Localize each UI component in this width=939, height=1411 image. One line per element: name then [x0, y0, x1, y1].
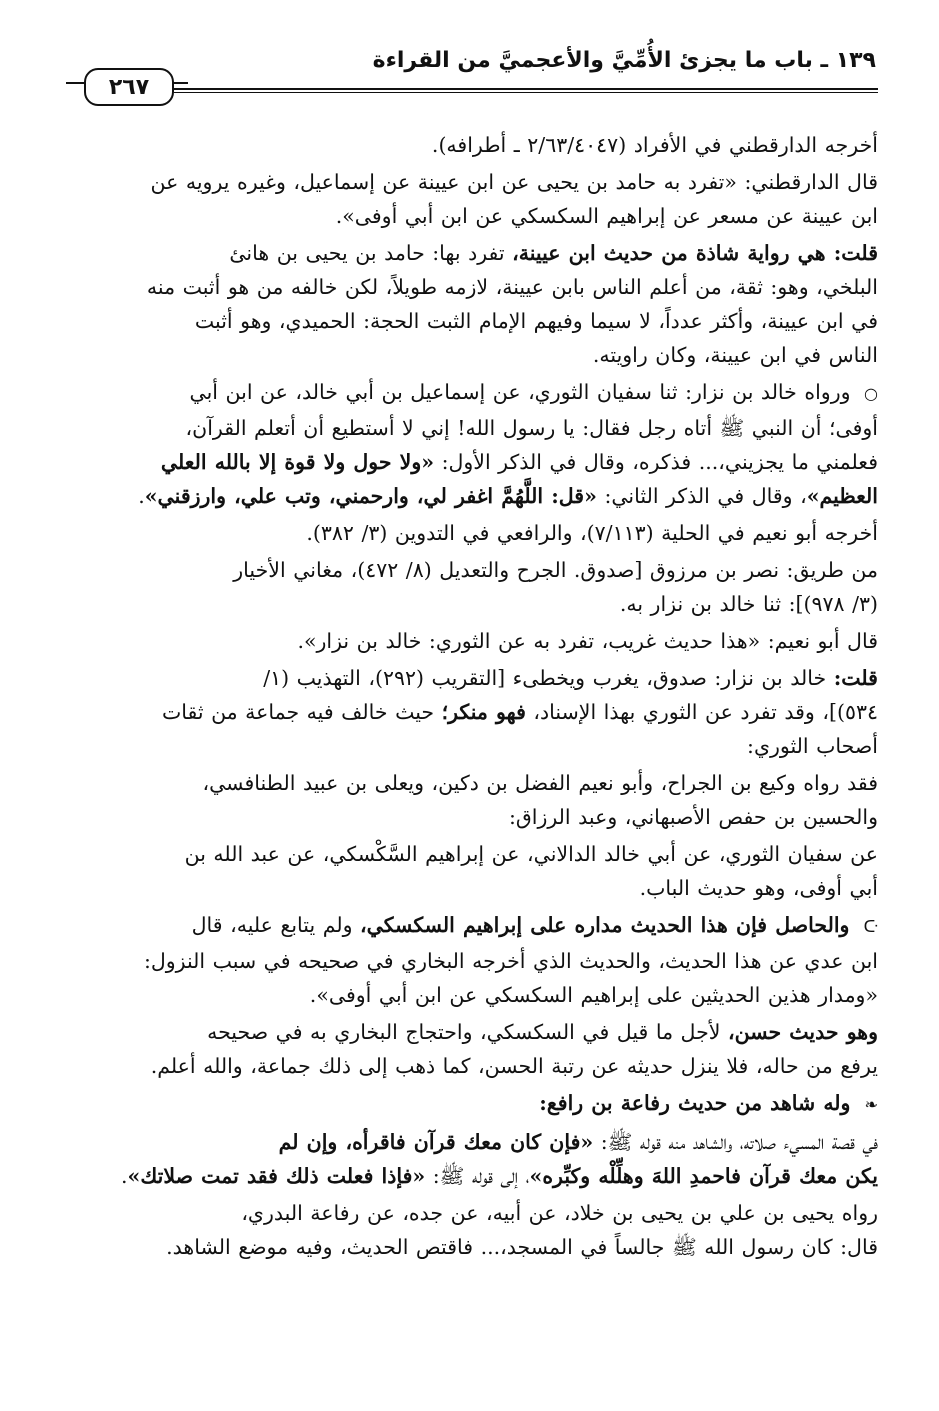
text-run: .	[138, 484, 145, 508]
page-number: ٢٦٧	[108, 74, 150, 100]
text-run: أخرجه أبو نعيم في الحلية (٧/١١٣)، والرافعي في التدوين (٣/ ٣٨٢).	[306, 521, 878, 545]
text-paragraph	[66, 236, 878, 372]
bold-text: والحاصل فإن هذا الحديث مداره على إبراهيم السكسكي،	[360, 913, 858, 937]
text-run: ، وقال في الذكر الثاني:	[596, 484, 807, 508]
page-body	[66, 128, 878, 1267]
text-paragraph	[66, 1196, 878, 1264]
text-run: ، إلى قوله ﷺ:	[425, 1164, 530, 1188]
bold-text: «ولا حول ولا قوة إلا بالله العلي العظيم»	[160, 450, 878, 508]
text-run: رواه يحيى بن علي بن يحيى بن خلاد، عن أبيه، عن جده، عن رفاعة البدري، قال: كان رسول الله ﷺ جالساً في المسجد،... فاقتص الحديث، وفيه موضع الشاهد.	[166, 1201, 878, 1259]
paragraph-marker-icon: ᑢ	[863, 917, 878, 936]
page-header	[66, 44, 878, 100]
text-run: قال الدارقطني: «تفرد به حامد بن يحيى عن ابن عيينة عن إسماعيل، وغيره يرويه عن ابن عيينة عن مسعر عن إبراهيم السكسكي عن ابن أبي أوفى».	[150, 170, 878, 228]
text-run: تفرد بها: حامد بن يحيى بن هانئ البلخي، وهو: ثقة، من أعلم الناس بابن عيينة، لازمه طويلاً، لكن خالفه من هو أثبت منه في ابن عيينة، وأكثر عدداً، لا سيما وفيهم الإمام الثبت الحجة: الحميدي، وهو أثبت الناس في ابن عيينة، وكان راويته.	[146, 241, 878, 367]
text-run: ولم يتابع عليه، قال ابن عدي عن هذا الحديث، والحديث الذي أخرجه البخاري في صحيحه في سبب النزول: «ومدار هذين الحديثين على إبراهيم السكسكي عن ابن أبي أوفى».	[143, 913, 878, 1007]
text-run: من طريق: نصر بن مرزوق [صدوق. الجرح والتعديل (٨/ ٤٧٢)، مغاني الأخيار (٣/ ٩٧٨)]: ثنا خالد بن نزار به.	[233, 558, 878, 616]
text-paragraph	[66, 1125, 878, 1193]
chapter-title: ١٣٩ ـ باب ما يجزئ الأُمِّيَّ والأعجميَّ من القراءة	[372, 48, 876, 73]
text-run: فقد رواه وكيع بن الجراح، وأبو نعيم الفضل بن دكين، ويعلى بن عبيد الطنافسي، والحسين بن حفص الأصبهاني، وعبد الرزاق:	[202, 771, 878, 829]
text-paragraph	[66, 661, 878, 763]
text-run: لأجل ما قيل في السكسكي، واحتجاج البخاري به في صحيحه يرفع من حاله، فلا ينزل حديثه عن رتبة الحسن، كما ذهب إلى ذلك جماعة، والله أعلم.	[150, 1020, 878, 1078]
bold-text: فهو منكر؛	[441, 700, 526, 724]
book-page	[66, 44, 878, 1259]
badge-ornament-left	[66, 82, 84, 84]
text-paragraph	[66, 165, 878, 233]
text-run: عن سفيان الثوري، عن أبي خالد الدالاني، عن إبراهيم السَّكْسكي، عن عبد الله بن أبي أوفى، وهو حديث الباب.	[184, 842, 878, 900]
paragraph-marker-icon: ○	[864, 384, 878, 403]
text-paragraph	[66, 1086, 878, 1122]
text-run: ورواه خالد بن نزار: ثنا سفيان الثوري، عن إسماعيل بن أبي خالد، عن ابن أبي أوفى؛ أن النبي ﷺ أتاه رجل فقال: يا رسول الله! إني لا أستطيع أن أتعلم القرآن، فعلمني ما يجزيني،... فذكره، وقال في الذكر الأول:	[185, 380, 878, 474]
bold-text: قلت: هي رواية شاذة من حديث ابن عيينة،	[512, 241, 878, 265]
text-paragraph	[66, 516, 878, 550]
paragraph-marker-icon: ❧	[864, 1095, 878, 1114]
page-number-badge	[84, 68, 174, 106]
text-paragraph	[66, 766, 878, 834]
text-paragraph	[66, 1015, 878, 1083]
text-paragraph	[66, 128, 878, 162]
text-paragraph	[66, 908, 878, 1012]
text-run: في قصة المسيء صلاته، والشاهد منه قوله ﷺ:	[593, 1130, 878, 1154]
text-run: حيث خالف فيه جماعة من ثقات أصحاب الثوري:	[161, 700, 878, 758]
bold-text: وهو حديث حسن،	[727, 1020, 878, 1044]
text-run: .	[121, 1164, 128, 1188]
bold-text: «فإن كان معك قرآن فاقرأه، وإن لم يكن معك قرآن فاحمدِ اللهَ وهلِّلْه وكبِّره»	[278, 1130, 878, 1188]
text-run: قال أبو نعيم: «هذا حديث غريب، تفرد به عن الثوري: خالد بن نزار».	[297, 629, 878, 653]
bold-text: وله شاهد من حديث رفاعة بن رافع:	[539, 1091, 859, 1115]
bold-text: «فإذا فعلت ذلك فقد تمت صلاتك»	[127, 1164, 426, 1188]
bold-text: قلت:	[833, 666, 878, 690]
text-run: أخرجه الدارقطني في الأفراد (٢/٦٣/٤٠٤٧ ـ أطرافه).	[431, 133, 878, 157]
header-rule-thin	[174, 92, 878, 93]
header-rule	[174, 88, 878, 90]
text-paragraph	[66, 553, 878, 621]
text-run: خالد بن نزار: صدوق، يغرب ويخطىء [التقريب (٢٩٢)، التهذيب (١/ ٥٣٤)]، وقد تفرد عن الثوري بهذا الإسناد،	[263, 666, 878, 724]
text-paragraph	[66, 837, 878, 905]
text-paragraph	[66, 375, 878, 513]
text-paragraph	[66, 624, 878, 658]
bold-text: «قل: اللَّهُمَّ اغفر لي، وارحمني، وتب علي، وارزقني»	[144, 484, 597, 508]
